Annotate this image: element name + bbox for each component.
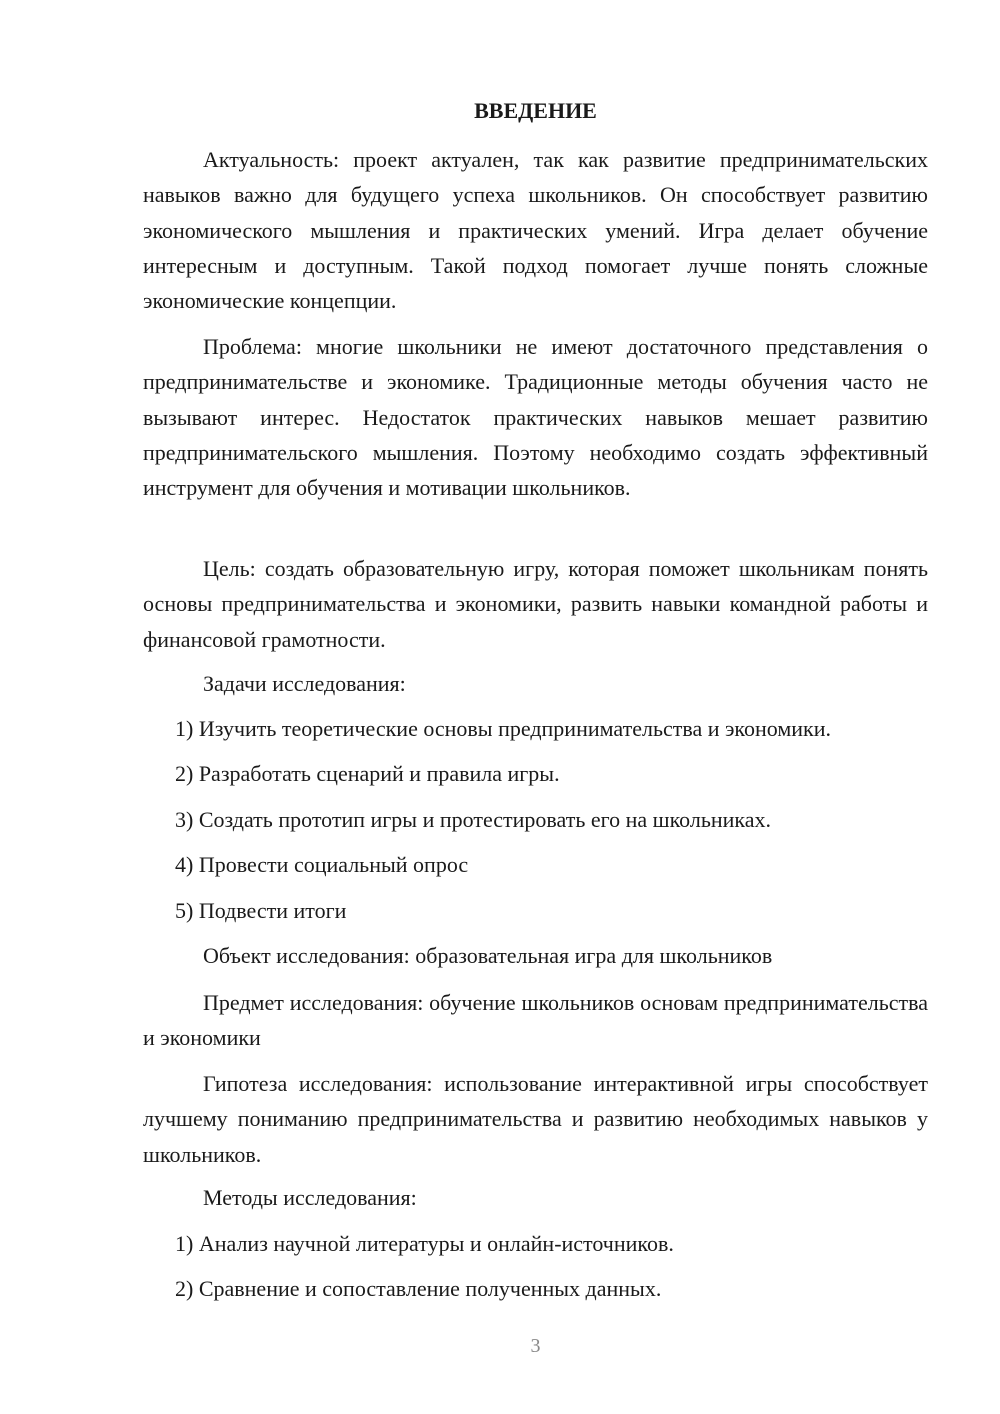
research-object: Объект исследования: образовательная игра для школьников — [203, 943, 773, 968]
task-item: 4) Провести социальный опрос — [175, 852, 469, 877]
section-title: ВВЕДЕНИЕ — [474, 98, 597, 123]
tasks-heading: Задачи исследования: — [203, 671, 406, 696]
task-item: 3) Создать прототип игры и протестировать его на школьниках. — [175, 807, 772, 832]
task-item: 2) Разработать сценарий и правила игры. — [175, 761, 560, 786]
task-item: 1) Изучить теоретические основы предпринимательства и экономики. — [175, 716, 832, 741]
paragraph-goal: Цель: создать образовательную игру, которая поможет школьникам понять основы предпринимательства и экономики, развить навыки командной работы и финансовой грамотности. — [143, 556, 928, 652]
research-hypothesis: Гипотеза исследования: использование интерактивной игры способствует лучшему пониманию предпринимательства и развитию необходимых навыков у школьников. — [143, 1071, 928, 1167]
paragraph-problem: Проблема: многие школьники не имеют достаточного представления о предпринимательстве и экономике. Традиционные методы обучения часто не вызывают интерес. Недостаток практических навыков мешает развитию предпринимательского мышления. Поэтому необходимо создать эффективный инструмент для обучения и мотивации школьников. — [143, 334, 928, 501]
research-subject: Предмет исследования: обучение школьников основам предпринимательства и экономики — [143, 990, 928, 1051]
method-item: 2) Сравнение и сопоставление полученных данных. — [175, 1276, 662, 1301]
page-number: 3 — [530, 1335, 541, 1357]
methods-heading: Методы исследования: — [203, 1185, 417, 1210]
task-item: 5) Подвести итоги — [175, 898, 347, 923]
method-item: 1) Анализ научной литературы и онлайн-источников. — [175, 1231, 674, 1256]
paragraph-relevance: Актуальность: проект актуален, так как развитие предпринимательских навыков важно для будущего успеха школьников. Он способствует развитию экономического мышления и практических умений. Игра делает обучение интересным и доступным. Такой подход помогает лучше понять сложные экономические концепции. — [143, 147, 928, 314]
